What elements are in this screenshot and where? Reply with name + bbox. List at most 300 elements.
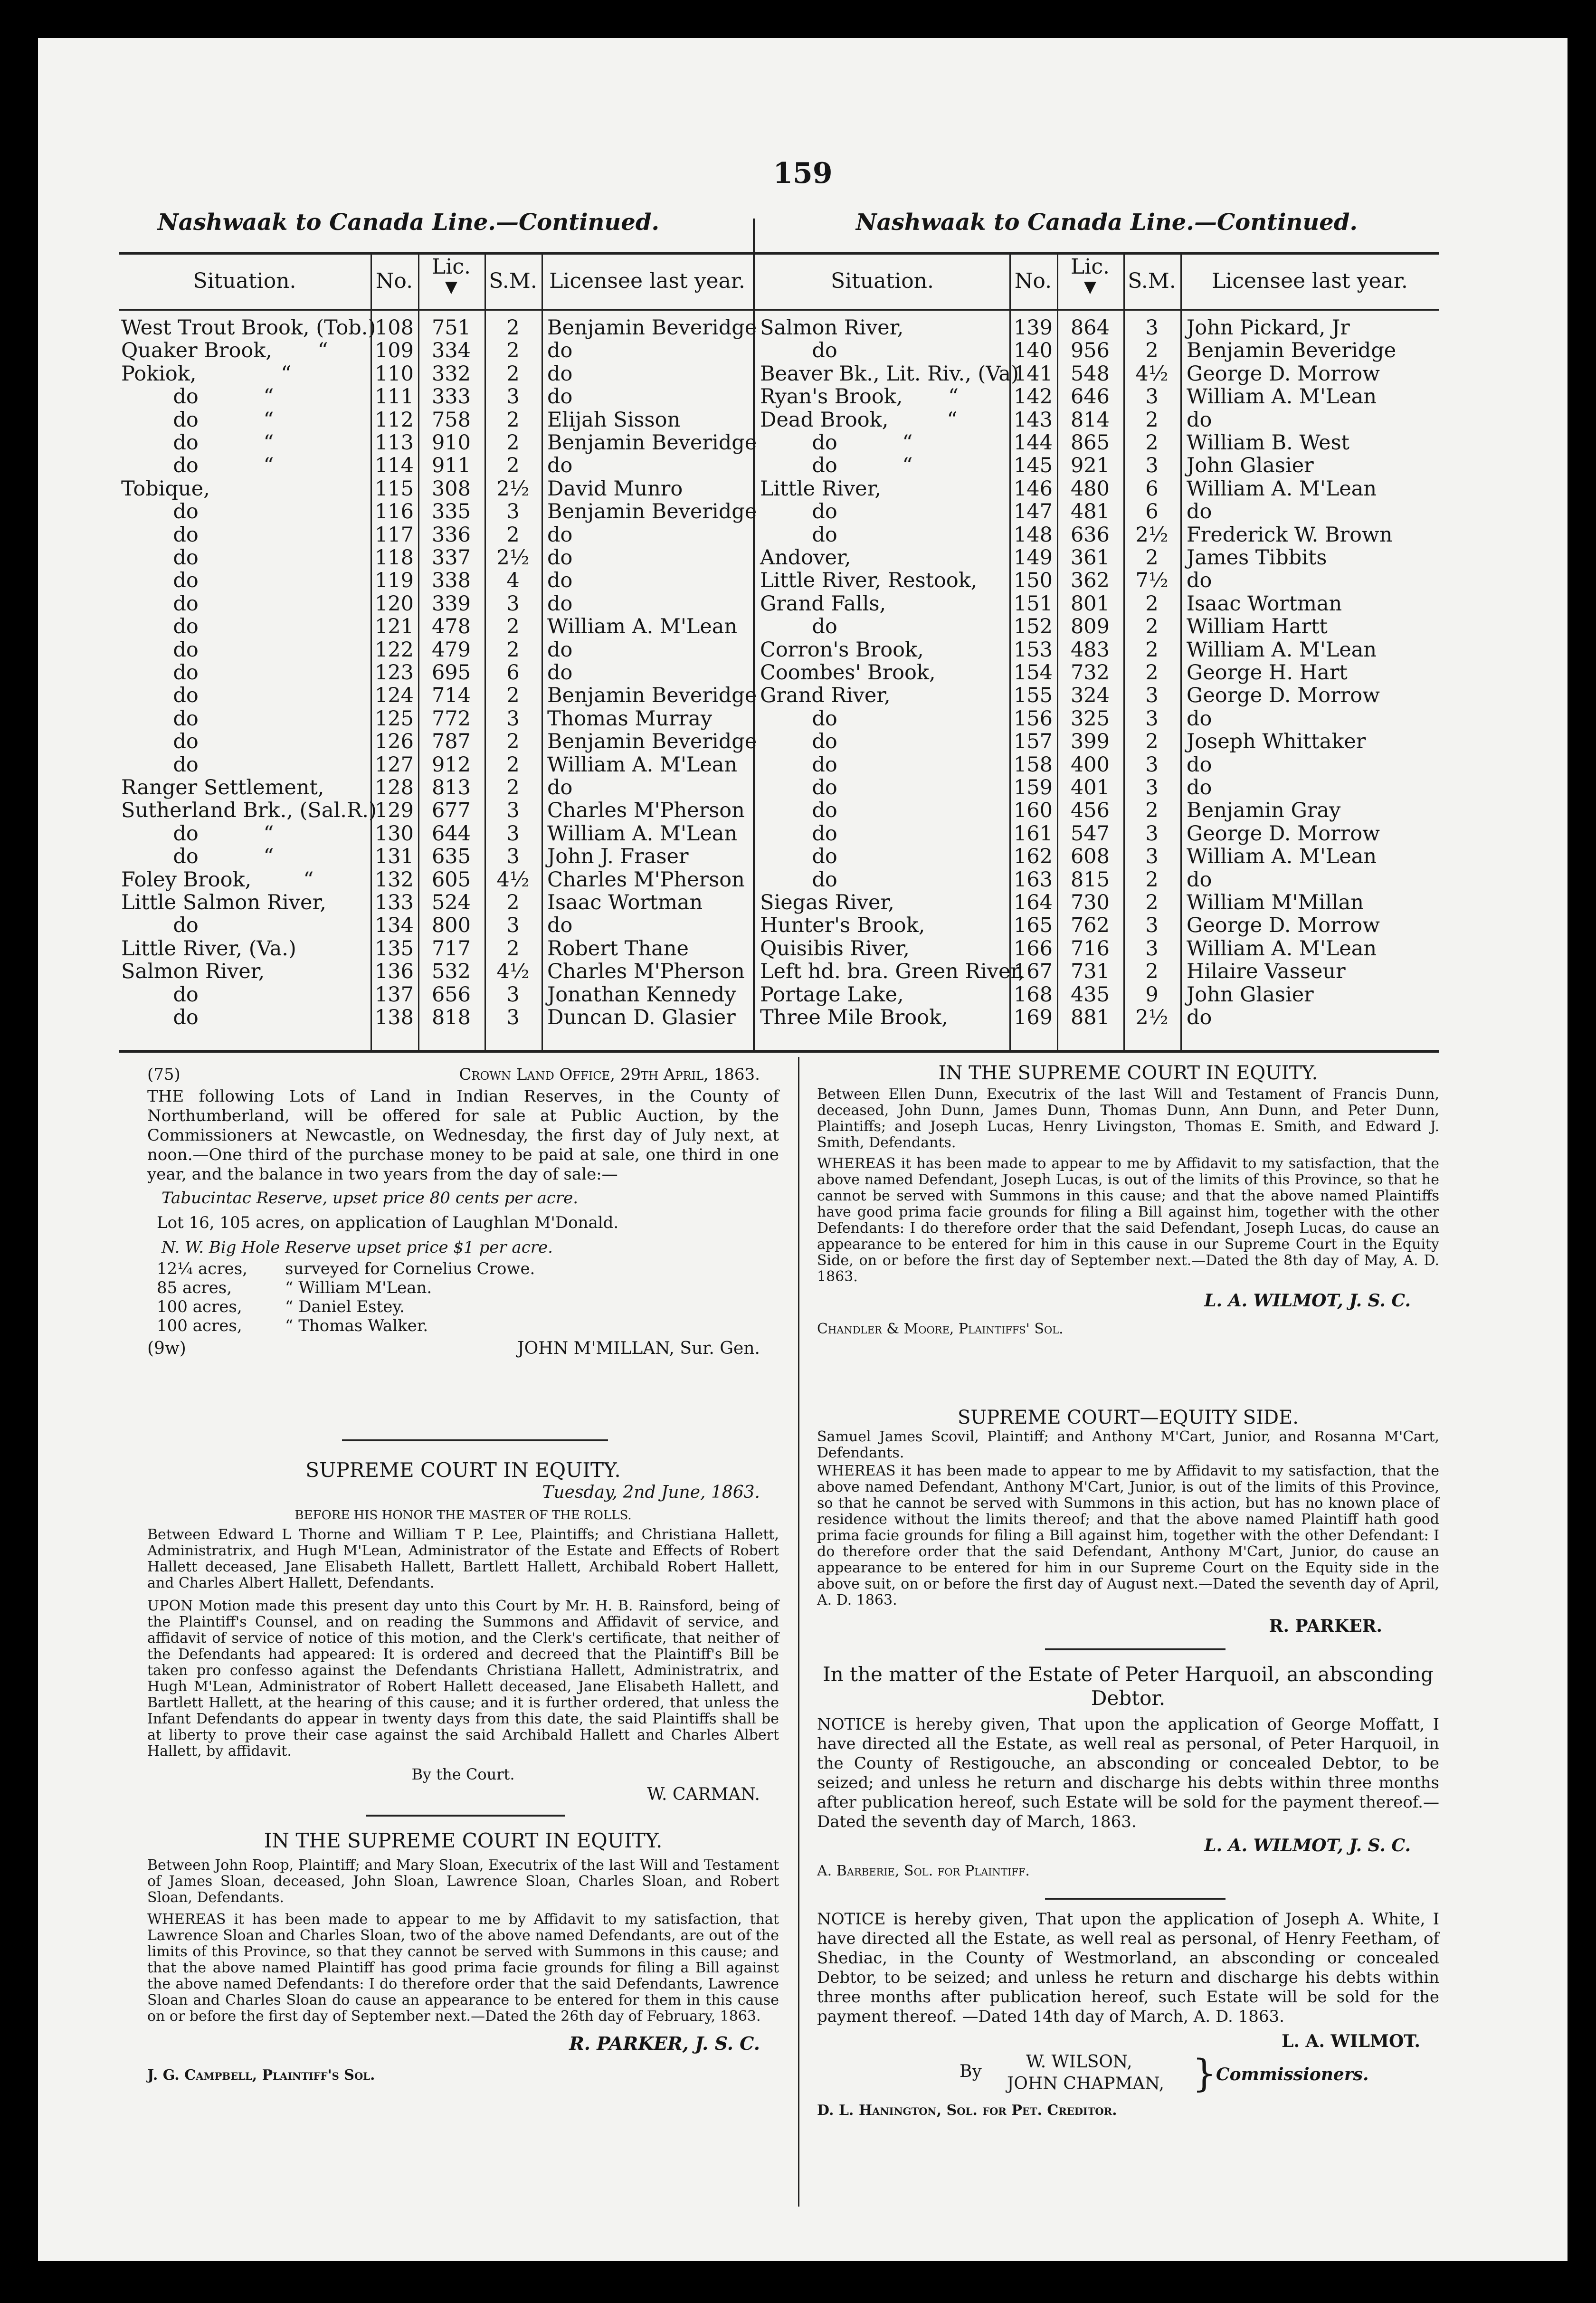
cell-sm: 6 xyxy=(506,661,520,685)
cell-licensee: do xyxy=(547,362,573,386)
cell-no: 154 xyxy=(1013,661,1053,685)
cell-situation: Quaker Brook, “ xyxy=(121,339,328,363)
cell-situation: do “ xyxy=(121,845,274,869)
cell-licensee: John J. Fraser xyxy=(547,845,689,869)
cell-sm: 2 xyxy=(506,316,520,340)
cell-sm: 3 xyxy=(1145,821,1159,846)
cell-no: 159 xyxy=(1013,776,1053,799)
cell-lic: 809 xyxy=(1070,615,1110,639)
cell-lic: 881 xyxy=(1070,1006,1110,1029)
left-header-licensee: Licensee last year. xyxy=(549,269,745,293)
cell-lic: 730 xyxy=(1070,891,1110,914)
cell-situation: do xyxy=(121,661,199,685)
cell-no: 111 xyxy=(374,385,414,409)
cell-licensee: David Munro xyxy=(547,476,683,501)
cell-no: 131 xyxy=(374,845,414,869)
cell-sm: 2½ xyxy=(1135,1006,1168,1029)
cell-licensee: William B. West xyxy=(1187,431,1349,455)
cell-no: 147 xyxy=(1013,500,1053,524)
cell-lic: 361 xyxy=(1070,546,1110,570)
cell-licensee: Charles M'Pherson xyxy=(547,867,745,892)
cell-situation: do xyxy=(760,730,837,754)
cell-no: 110 xyxy=(374,362,414,386)
roop-title: IN THE SUPREME COURT IN EQUITY. xyxy=(264,1829,663,1852)
cell-licensee: do xyxy=(1187,867,1212,892)
cell-lic: 308 xyxy=(431,476,471,501)
cell-licensee: Benjamin Beveridge xyxy=(547,500,757,524)
cell-sm: 2 xyxy=(1145,591,1159,616)
table-top-rule xyxy=(119,252,1439,255)
crown-dateline: Crown Land Office, 29th April, 1863. xyxy=(459,1065,760,1084)
cell-sm: 2 xyxy=(506,431,520,455)
crown-lot-line: 100 acres, “ Thomas Walker. xyxy=(157,1316,428,1335)
cell-no: 169 xyxy=(1013,1006,1053,1029)
cell-sm: 2 xyxy=(1145,339,1159,363)
cell-lic: 695 xyxy=(431,661,471,685)
cell-situation: Little Salmon River, xyxy=(121,891,326,914)
cell-sm: 3 xyxy=(506,500,520,524)
cell-situation: Foley Brook, “ xyxy=(121,867,314,892)
cell-licensee: William M'Millan xyxy=(1187,891,1364,914)
right-header-sm: S.M. xyxy=(1128,269,1176,293)
cell-no: 148 xyxy=(1013,523,1053,547)
cell-no: 142 xyxy=(1013,385,1053,409)
cell-sm: 9 xyxy=(1145,982,1159,1007)
cell-lic: 636 xyxy=(1070,523,1110,547)
cell-licensee: Benjamin Beveridge xyxy=(547,316,757,340)
crown-lot-line: 12¼ acres, surveyed for Cornelius Crowe. xyxy=(157,1259,535,1278)
cell-sm: 2 xyxy=(506,523,520,547)
left-header-lic: Lic. ▼ xyxy=(432,255,471,297)
scovil-parties: Samuel James Scovil, Plaintiff; and Anthony M'Cart, Junior, and Rosanna M'Cart, Defendants. xyxy=(817,1428,1439,1461)
cell-licensee: Charles M'Pherson xyxy=(547,799,745,823)
cell-no: 157 xyxy=(1013,730,1053,754)
feetham-notice xyxy=(817,1910,1439,2119)
cell-licensee: Thomas Murray xyxy=(547,706,712,731)
feetham-by: By xyxy=(960,2062,982,2081)
cell-licensee: do xyxy=(547,385,573,409)
cell-sm: 6 xyxy=(1145,476,1159,501)
cell-no: 133 xyxy=(374,891,414,914)
cell-no: 149 xyxy=(1013,546,1053,570)
cell-licensee: Benjamin Beveridge xyxy=(547,684,757,708)
cell-licensee: do xyxy=(547,776,573,799)
cell-sm: 2 xyxy=(1145,891,1159,914)
harquoil-notice xyxy=(817,1663,1439,1879)
cell-no: 156 xyxy=(1013,706,1053,731)
cell-no: 145 xyxy=(1013,454,1053,478)
cell-lic: 864 xyxy=(1070,316,1110,340)
cell-no: 161 xyxy=(1013,821,1053,846)
cell-licensee: do xyxy=(1187,1006,1212,1029)
crown-body: THE following Lots of Land in Indian Reserves, in the County of Northumberland, will be offered for sale at Public Auction, by the Commissioners at Newcastle, on Wednesday, the first day of July next, at noon.—One third of the purchase money to be paid at sale, one third in one year, and the balance in two years from the day of sale:— xyxy=(147,1087,779,1184)
divider-rule xyxy=(366,1815,565,1817)
feetham-commissioners: Commissioners. xyxy=(1216,2065,1369,2084)
hallett-by-court: By the Court. xyxy=(411,1765,515,1783)
crown-land-notice xyxy=(147,1064,779,1359)
cell-situation: do xyxy=(760,523,837,547)
cell-situation: West Trout Brook, (Tob.) xyxy=(121,316,376,340)
cell-situation: Hunter's Brook, xyxy=(760,914,925,938)
cell-licensee: do xyxy=(547,523,573,547)
cell-licensee: William A. M'Lean xyxy=(547,821,738,846)
cell-sm: 2 xyxy=(506,730,520,754)
cell-situation: do xyxy=(121,523,199,547)
cell-no: 129 xyxy=(374,799,414,823)
cell-sm: 2 xyxy=(506,362,520,386)
cell-sm: 3 xyxy=(506,706,520,731)
cell-sm: 2 xyxy=(1145,960,1159,984)
cell-lic: 717 xyxy=(431,936,471,961)
cell-no: 138 xyxy=(374,1006,414,1029)
cell-no: 122 xyxy=(374,638,414,662)
cell-situation: do xyxy=(121,638,199,662)
cell-situation: Andover, xyxy=(760,546,851,570)
cell-licensee: Benjamin Beveridge xyxy=(1187,339,1396,363)
cell-lic: 921 xyxy=(1070,454,1110,478)
cell-situation: Coombes' Brook, xyxy=(760,661,936,685)
cell-no: 108 xyxy=(374,316,414,340)
cell-situation: do “ xyxy=(760,454,913,478)
cell-sm: 4½ xyxy=(496,960,530,984)
cell-situation: Little River, (Va.) xyxy=(121,936,296,961)
cell-lic: 912 xyxy=(431,752,471,777)
cell-sm: 3 xyxy=(506,821,520,846)
roop-sol: J. G. Campbell, Plaintiff's Sol. xyxy=(147,2067,375,2084)
cell-no: 113 xyxy=(374,431,414,455)
cell-licensee: do xyxy=(547,569,573,593)
cell-sm: 7½ xyxy=(1135,569,1168,593)
cell-no: 162 xyxy=(1013,845,1053,869)
cell-sm: 2 xyxy=(506,638,520,662)
cell-situation: do xyxy=(121,569,199,593)
cell-sm: 2 xyxy=(1145,799,1159,823)
cell-licensee: do xyxy=(547,914,573,938)
cell-lic: 815 xyxy=(1070,867,1110,892)
cell-situation: do xyxy=(121,914,199,938)
cell-lic: 677 xyxy=(431,799,471,823)
cell-sm: 3 xyxy=(1145,936,1159,961)
cell-lic: 332 xyxy=(431,362,471,386)
cell-no: 119 xyxy=(374,569,414,593)
feetham-signature-wilson: W. WILSON, xyxy=(1026,2052,1132,2072)
cell-lic: 772 xyxy=(431,706,471,731)
cell-lic: 483 xyxy=(1070,638,1110,662)
cell-sm: 2½ xyxy=(1135,523,1168,547)
cell-situation: Grand River, xyxy=(760,684,891,708)
cell-lic: 548 xyxy=(1070,362,1110,386)
crown-reserve-1: Tabucintac Reserve, upset price 80 cents per acre. xyxy=(162,1189,579,1208)
cell-licensee: Jonathan Kennedy xyxy=(547,982,736,1007)
cell-licensee: Charles M'Pherson xyxy=(547,960,745,984)
cell-sm: 2 xyxy=(1145,431,1159,455)
divider-rule xyxy=(342,1439,608,1441)
crown-reserve-2: N. W. Big Hole Reserve upset price $1 per acre. xyxy=(162,1238,553,1257)
left-header-no: No. xyxy=(375,269,413,293)
cell-sm: 3 xyxy=(506,914,520,938)
cell-situation: do xyxy=(121,591,199,616)
cell-situation: do xyxy=(121,546,199,570)
cell-no: 168 xyxy=(1013,982,1053,1007)
cell-lic: 608 xyxy=(1070,845,1110,869)
cell-lic: 479 xyxy=(431,638,471,662)
cell-lic: 325 xyxy=(1070,706,1110,731)
cell-situation: do “ xyxy=(121,821,274,846)
cell-lic: 956 xyxy=(1070,339,1110,363)
cell-no: 165 xyxy=(1013,914,1053,938)
left-header-situation: Situation. xyxy=(193,269,296,293)
scovil-body: WHEREAS it has been made to appear to me by Affidavit to my satisfaction, that the above named Defendant, Anthony M'Cart, Junior, is out of the limits of this Province, so that he cannot be served with Summons in this action, but has no known place of residence without the limits thereof; and that the above named Plaintiff hath good prima facie grounds for filing a Bill against him, together with the other Defendant: I do therefore order that the said Defendant, Anthony M'Cart, Junior, do cause an appearance to be entered for him in our Supreme Court on the Equity side in the above suit, on or before the first day of August next.—Dated the seventh day of April, A. D. 1863. xyxy=(817,1463,1439,1608)
cell-sm: 2 xyxy=(506,454,520,478)
cell-lic: 800 xyxy=(431,914,471,938)
cell-situation: do xyxy=(121,730,199,754)
cell-licensee: William A. M'Lean xyxy=(1187,638,1377,662)
cell-licensee: John Glasier xyxy=(1187,454,1314,478)
cell-situation: do xyxy=(121,615,199,639)
cell-no: 166 xyxy=(1013,936,1053,961)
cell-lic: 524 xyxy=(431,891,471,914)
cell-lic: 910 xyxy=(431,431,471,455)
cell-lic: 362 xyxy=(1070,569,1110,593)
document-page xyxy=(38,38,1568,2261)
cell-situation: do “ xyxy=(760,431,913,455)
right-header-no: No. xyxy=(1014,269,1052,293)
cell-lic: 333 xyxy=(431,385,471,409)
cell-lic: 532 xyxy=(431,960,471,984)
left-header-sm: S.M. xyxy=(489,269,537,293)
divider-rule xyxy=(1045,1648,1226,1650)
cell-lic: 813 xyxy=(431,776,471,799)
cell-lic: 339 xyxy=(431,591,471,616)
cell-situation: do xyxy=(121,706,199,731)
cell-no: 153 xyxy=(1013,638,1053,662)
cell-situation: Siegas River, xyxy=(760,891,894,914)
notice-number: (75) xyxy=(147,1065,180,1084)
cell-situation: do xyxy=(760,799,837,823)
cell-no: 150 xyxy=(1013,569,1053,593)
brace-icon: } xyxy=(1192,2051,1216,2095)
cell-licensee: Isaac Wortman xyxy=(1187,591,1342,616)
cell-licensee: do xyxy=(1187,776,1212,799)
roop-notice xyxy=(147,1829,779,2084)
cell-lic: 547 xyxy=(1070,821,1110,846)
roop-signature: R. PARKER, J. S. C. xyxy=(569,2033,760,2054)
cell-situation: do xyxy=(760,339,837,363)
cell-situation: Tobique, xyxy=(121,476,210,501)
cell-no: 128 xyxy=(374,776,414,799)
cell-lic: 644 xyxy=(431,821,471,846)
cell-lic: 732 xyxy=(1070,661,1110,685)
cell-no: 126 xyxy=(374,730,414,754)
cell-sm: 4½ xyxy=(1135,362,1168,386)
cell-no: 158 xyxy=(1013,752,1053,777)
cell-sm: 2½ xyxy=(496,546,530,570)
cell-sm: 3 xyxy=(1145,706,1159,731)
cell-lic: 324 xyxy=(1070,684,1110,708)
cell-licensee: do xyxy=(1187,706,1212,731)
cell-situation: Left hd. bra. Green River, xyxy=(760,960,1025,984)
dunn-title: IN THE SUPREME COURT IN EQUITY. xyxy=(938,1062,1318,1084)
cell-licensee: William A. M'Lean xyxy=(547,615,738,639)
cell-licensee: do xyxy=(1187,408,1212,432)
page-number: 159 xyxy=(773,157,833,190)
cell-sm: 2½ xyxy=(496,476,530,501)
cell-situation: do “ xyxy=(121,408,274,432)
cell-sm: 2 xyxy=(506,936,520,961)
cell-licensee: George D. Morrow xyxy=(1187,821,1380,846)
cell-no: 144 xyxy=(1013,431,1053,455)
cell-situation: Sutherland Brk., (Sal.R.) xyxy=(121,799,377,823)
cell-sm: 2 xyxy=(1145,408,1159,432)
cell-sm: 6 xyxy=(1145,500,1159,524)
cell-lic: 801 xyxy=(1070,591,1110,616)
cell-licensee: Isaac Wortman xyxy=(547,891,703,914)
cell-no: 121 xyxy=(374,615,414,639)
cell-licensee: do xyxy=(547,591,573,616)
cell-lic: 435 xyxy=(1070,982,1110,1007)
cell-lic: 818 xyxy=(431,1006,471,1029)
cell-no: 151 xyxy=(1013,591,1053,616)
left-table-title: Nashwaak to Canada Line.—Continued. xyxy=(157,209,660,236)
cell-licensee: Elijah Sisson xyxy=(547,408,681,432)
cell-situation: do xyxy=(121,500,199,524)
feetham-signature-chapman: JOHN CHAPMAN, xyxy=(1007,2074,1164,2094)
cell-licensee: Frederick W. Brown xyxy=(1187,523,1393,547)
right-header-lic: Lic. ▼ xyxy=(1071,255,1110,297)
cell-situation: Ryan's Brook, “ xyxy=(760,385,959,409)
table-center-divider xyxy=(753,219,755,1050)
cell-sm: 2 xyxy=(1145,638,1159,662)
roop-parties: Between John Roop, Plaintiff; and Mary Sloan, Executrix of the last Will and Testament of James Sloan, deceased, John Sloan, Lawrence Sloan, Charles Sloan, and Robert Sloan, Defendants. xyxy=(147,1857,779,1906)
cell-sm: 2 xyxy=(1145,730,1159,754)
cell-situation: Dead Brook, “ xyxy=(760,408,958,432)
cell-lic: 481 xyxy=(1070,500,1110,524)
cell-no: 117 xyxy=(374,523,414,547)
cell-lic: 646 xyxy=(1070,385,1110,409)
cell-lic: 456 xyxy=(1070,799,1110,823)
cell-sm: 4½ xyxy=(496,867,530,892)
right-table-title: Nashwaak to Canada Line.—Continued. xyxy=(855,209,1358,236)
cell-no: 116 xyxy=(374,500,414,524)
column-divider xyxy=(798,1057,799,2207)
cell-sm: 3 xyxy=(506,591,520,616)
cell-licensee: do xyxy=(547,661,573,685)
scovil-notice xyxy=(817,1406,1439,1637)
cell-no: 124 xyxy=(374,684,414,708)
cell-sm: 2 xyxy=(1145,546,1159,570)
cell-lic: 400 xyxy=(1070,752,1110,777)
table-header-rule xyxy=(119,309,1439,311)
cell-sm: 3 xyxy=(506,799,520,823)
cell-no: 140 xyxy=(1013,339,1053,363)
cell-sm: 3 xyxy=(506,845,520,869)
cell-no: 146 xyxy=(1013,476,1053,501)
cell-no: 130 xyxy=(374,821,414,846)
dunn-body: WHEREAS it has been made to appear to me by Affidavit to my satisfaction, that the above named Defendant, Joseph Lucas, is out of the limits of this Province, so that he cannot be served with Summons in this cause; and that the above named Plaintiffs have good prima facie grounds for filing a Bill against him, together with the other Defendants: I do therefore order that the said Defendant, Joseph Lucas, do cause an appearance to be entered for him in this cause in our Supreme Court in the Equity Side, on or before the first day of September next.—Dated the 8th day of May, A. D. 1863. xyxy=(817,1155,1439,1285)
cell-sm: 2 xyxy=(1145,615,1159,639)
cell-situation: do xyxy=(760,706,837,731)
crown-lot-line: 100 acres, “ Daniel Estey. xyxy=(157,1297,405,1316)
dunn-notice xyxy=(817,1062,1439,1337)
cell-situation: Ranger Settlement, xyxy=(121,776,324,799)
crown-signature: JOHN M'MILLAN, Sur. Gen. xyxy=(517,1339,760,1358)
cell-sm: 3 xyxy=(1145,316,1159,340)
cell-sm: 3 xyxy=(506,982,520,1007)
cell-situation: Portage Lake, xyxy=(760,982,904,1007)
hallett-signature: W. CARMAN. xyxy=(647,1785,760,1804)
cell-no: 114 xyxy=(374,454,414,478)
cell-no: 152 xyxy=(1013,615,1053,639)
cell-lic: 335 xyxy=(431,500,471,524)
hallett-subtitle: BEFORE HIS HONOR THE MASTER OF THE ROLLS. xyxy=(294,1508,632,1523)
cell-no: 167 xyxy=(1013,960,1053,984)
cell-no: 127 xyxy=(374,752,414,777)
scovil-signature: R. PARKER. xyxy=(1269,1616,1382,1636)
cell-sm: 2 xyxy=(506,339,520,363)
cell-licensee: George D. Morrow xyxy=(1187,684,1380,708)
cell-sm: 3 xyxy=(1145,385,1159,409)
cell-situation: do xyxy=(760,752,837,777)
cell-lic: 656 xyxy=(431,982,471,1007)
cell-situation: Salmon River, xyxy=(760,316,904,340)
cell-sm: 2 xyxy=(506,615,520,639)
cell-licensee: James Tibbits xyxy=(1187,546,1327,570)
crown-lot: Lot 16, 105 acres, on application of Laughlan M'Donald. xyxy=(157,1213,619,1232)
cell-situation: do xyxy=(121,1006,199,1029)
cell-lic: 787 xyxy=(431,730,471,754)
cell-situation: Little River, xyxy=(760,476,882,501)
cell-situation: do “ xyxy=(121,454,274,478)
cell-no: 155 xyxy=(1013,684,1053,708)
hallett-body: UPON Motion made this present day unto this Court by Mr. H. B. Rainsford, being of the Plaintiff's Counsel, and on reading the Summons and Affidavit of service, and affidavit of service of notice of this motion, and the Clerk's certificate, that neither of the Defendants had appeared: It is ordered and decreed that the Plaintiff's Bill be taken pro confesso against the Defendants Christiana Hallett, Administratrix, and Hugh M'Lean, Administrator of Robert Hallett deceased, Jane Elisabeth Hallett, and Bartlett Hallett, at the hearing of this cause; and it is further ordered, that unless the Infant Defendants do appear in twenty days from this date, the said Plaintiffs shall be at liberty to prove their case against the said Archibald Hallett and Charles Albert Hallett, by affidavit. xyxy=(147,1598,779,1760)
cell-no: 164 xyxy=(1013,891,1053,914)
right-header-licensee: Licensee last year. xyxy=(1212,269,1408,293)
cell-sm: 3 xyxy=(506,385,520,409)
cell-licensee: George H. Hart xyxy=(1187,661,1348,685)
cell-sm: 2 xyxy=(506,776,520,799)
cell-no: 134 xyxy=(374,914,414,938)
cell-licensee: Benjamin Beveridge xyxy=(547,730,757,754)
cell-lic: 911 xyxy=(431,454,471,478)
cell-no: 139 xyxy=(1013,316,1053,340)
cell-sm: 3 xyxy=(1145,454,1159,478)
cell-licensee: Hilaire Vasseur xyxy=(1187,960,1346,984)
harquoil-title: In the matter of the Estate of Peter Harquoil, an absconding Debtor. xyxy=(823,1663,1434,1710)
cell-licensee: Joseph Whittaker xyxy=(1187,730,1366,754)
cell-sm: 2 xyxy=(506,408,520,432)
divider-rule xyxy=(1045,1898,1226,1900)
cell-no: 115 xyxy=(374,476,414,501)
cell-licensee: George D. Morrow xyxy=(1187,914,1380,938)
cell-lic: 865 xyxy=(1070,431,1110,455)
cell-licensee: Duncan D. Glasier xyxy=(547,1006,736,1029)
crown-lots-list xyxy=(147,1259,779,1335)
cell-sm: 2 xyxy=(506,891,520,914)
cell-licensee: do xyxy=(1187,500,1212,524)
cell-licensee: Robert Thane xyxy=(547,936,689,961)
feetham-sol: D. L. Hanington, Sol. for Pet. Creditor. xyxy=(817,2102,1117,2119)
cell-no: 135 xyxy=(374,936,414,961)
cell-situation: do xyxy=(760,821,837,846)
cell-situation: Little River, Restook, xyxy=(760,569,978,593)
feetham-signature-wilmot: L. A. WILMOT. xyxy=(1282,2031,1420,2051)
cell-licensee: William A. M'Lean xyxy=(1187,385,1377,409)
hallett-date: Tuesday, 2nd June, 1863. xyxy=(542,1483,760,1502)
cell-licensee: William A. M'Lean xyxy=(1187,936,1377,961)
dunn-signature: L. A. WILMOT, J. S. C. xyxy=(1204,1291,1411,1311)
cell-no: 132 xyxy=(374,867,414,892)
right-header-situation: Situation. xyxy=(830,269,934,293)
